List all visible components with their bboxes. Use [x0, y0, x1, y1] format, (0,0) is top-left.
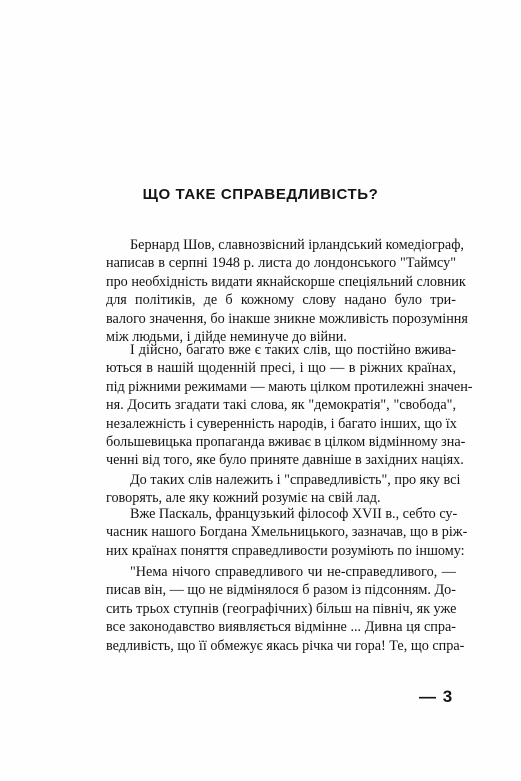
text-line: ченні від того, яке було приняте давніше в західних націях. [106, 452, 464, 469]
paragraph-3 [106, 471, 461, 508]
text-line: незалежність і суверенність народів, і багато інших, що їх [106, 415, 457, 432]
text-line: большевицька пропаганда вживає в цілком відмінному зна- [106, 433, 466, 450]
text-line: для політиків, де б кожному слову надано було три- [106, 292, 456, 309]
text-line: ня. Досить згадати такі слова, як "демократія", "свобода", [106, 397, 456, 414]
text-line: писав він, — що не відмінялося б разом із підсонням. До- [106, 582, 456, 599]
text-line: І дійсно, багато вже є таких слів, що постійно вжива- [130, 342, 456, 358]
text-line: все законодавство виявляється відмінне ... Дивна ця спра- [106, 619, 456, 636]
page-number: — 3 [419, 687, 454, 706]
page-title: ЩО ТАКЕ СПРАВЕДЛИВІСТЬ? [142, 186, 379, 203]
text-line: ються в нашій щоденній пресі, і що — в ріжних країнах, [106, 360, 456, 377]
paragraph-5 [106, 563, 465, 655]
text-line: сить трьох ступнів (географічних) більш на північ, як уже [106, 600, 457, 617]
text-line: ведливість, що її обмежує якась річка чи гора! Те, що спра- [106, 637, 465, 654]
text-line: До таких слів належить і "справедливість", про яку всі [130, 472, 461, 488]
text-line: "Нема нічого справедливого чи не-справедливого, — [130, 564, 456, 580]
text-line: валого значення, бо інакше зникне можливість порозуміння [106, 310, 468, 327]
text-line: говорять, але яку кожний розуміє на свій лад. [106, 490, 381, 507]
text-line: під ріжними режимами — мають цілком протилежні значен- [106, 378, 473, 395]
text-line: них країнах поняття справедливости розуміють по іншому: [106, 542, 465, 559]
paragraph-1 [106, 236, 468, 346]
paragraph-2 [106, 341, 473, 470]
paragraph-4 [106, 505, 468, 560]
text-line: Бернард Шов, славнозвісний ірландський комедіограф, [130, 237, 464, 253]
text-line: між людьми, і дійде неминуче до війни. [106, 328, 347, 345]
text-line: Вже Паскаль, французький філософ XVII в., себто су- [130, 506, 458, 522]
text-line: про необхідність видати якнайскорше спеціяльний словник [106, 273, 466, 290]
text-line: часник нашого Богдана Хмельницького, зазначав, що в ріж- [106, 524, 468, 541]
text-line: написав в серпні 1948 р. листа до лондонського "Таймсу" [106, 255, 456, 272]
